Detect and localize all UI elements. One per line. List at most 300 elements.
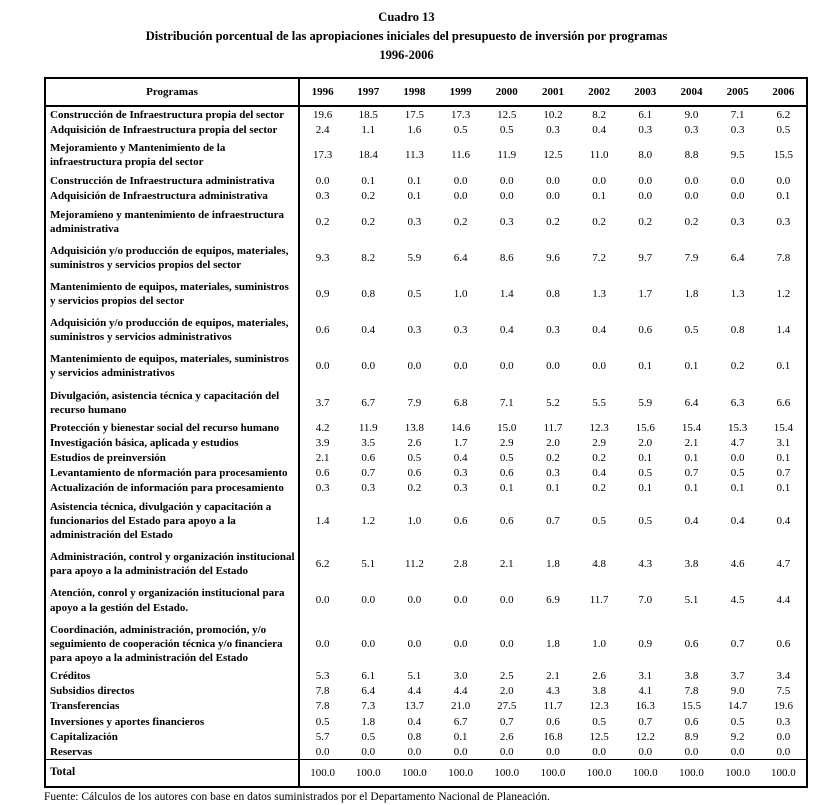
value-cell: 100.0 [310, 766, 335, 779]
value-cell: 4.3 [638, 558, 653, 571]
table-row [45, 496, 807, 546]
program-label: Mejoramieno y mantenimiento de infraestructura administrativa [45, 204, 299, 240]
value-cell: 0.7 [499, 715, 514, 728]
value-cell: 11.3 [405, 149, 424, 162]
program-label: Inversiones y aportes financieros [45, 714, 299, 729]
value-cell: 0.0 [361, 360, 376, 373]
value-cell: 4.5 [730, 594, 745, 607]
value-cell: 12.3 [589, 422, 609, 435]
value-cell: 19.6 [312, 108, 333, 121]
value-cell: 0.0 [684, 745, 699, 758]
value-cell: 0.1 [592, 190, 606, 203]
value-cell: 0.0 [499, 175, 514, 188]
value-cell: 0.6 [315, 467, 330, 480]
value-cell: 0.8 [407, 730, 422, 743]
value-cell: 100.0 [448, 766, 473, 779]
value-cell: 0.0 [453, 175, 468, 188]
value-cell: 10.2 [543, 108, 563, 121]
value-cell: 2.1 [315, 452, 330, 465]
value-cell: 5.9 [407, 251, 422, 264]
value-cell: 7.0 [638, 594, 653, 607]
table-row [45, 421, 807, 436]
program-label: Transferencias [45, 699, 299, 714]
value-cell: 1.1 [361, 123, 376, 136]
value-cell: 1.8 [361, 715, 376, 728]
value-cell: 0.4 [684, 515, 699, 528]
value-cell: 0.7 [776, 467, 791, 480]
value-cell: 5.1 [407, 670, 422, 683]
value-cell: 0.7 [638, 715, 653, 728]
value-cell: 1.3 [592, 288, 606, 301]
value-cell: 0.1 [361, 175, 376, 188]
value-cell: 0.0 [730, 452, 745, 465]
value-cell: 0.2 [592, 452, 606, 465]
value-cell: 7.2 [592, 251, 606, 264]
program-label: Levantamiento de nformación para procesamiento [45, 466, 299, 481]
value-cell: 0.2 [546, 452, 560, 465]
value-cell: 14.7 [728, 700, 748, 713]
value-cell: 5.9 [638, 396, 653, 409]
value-cell: 3.0 [453, 670, 468, 683]
value-cell: 9.7 [638, 251, 653, 264]
value-cell: 0.4 [592, 467, 606, 480]
value-cell: 0.5 [407, 288, 422, 301]
value-cell: 2.1 [546, 670, 560, 683]
value-cell: 0.0 [453, 637, 468, 650]
table-row [45, 312, 807, 348]
value-cell: 5.3 [315, 670, 330, 683]
value-cell: 0.1 [407, 190, 422, 203]
value-cell: 1.8 [546, 637, 560, 650]
value-cell: 0.0 [315, 745, 330, 758]
value-cell: 0.0 [546, 360, 560, 373]
program-label: Divulgación, asistencia técnica y capacitación del recurso humano [45, 385, 299, 421]
value-cell: 0.9 [315, 288, 330, 301]
table-body [45, 106, 807, 787]
value-cell: 6.7 [361, 396, 376, 409]
value-cell: 3.7 [315, 396, 330, 409]
table-row [45, 546, 807, 582]
program-label: Construcción de Infraestructura propia del sector [45, 106, 299, 122]
value-cell: 2.0 [546, 437, 560, 450]
program-label: Subsidios directos [45, 684, 299, 699]
column-header-year: 2000 [495, 86, 518, 99]
value-cell: 0.0 [499, 360, 514, 373]
value-cell: 0.3 [546, 324, 560, 337]
value-cell: 0.2 [592, 482, 606, 495]
value-cell: 11.7 [589, 594, 609, 607]
value-cell: 15.0 [497, 422, 517, 435]
column-header-year: 2002 [588, 86, 611, 99]
column-header-year: 1998 [403, 86, 426, 99]
value-cell: 7.5 [776, 685, 791, 698]
program-label: Adquisición y/o producción de equipos, materiales, suministros y servicios propios del sector [45, 240, 299, 276]
program-label: Mejoramiento y Mantenimiento de la infraestructura propia del sector [45, 137, 299, 173]
value-cell: 3.9 [315, 437, 330, 450]
value-cell: 0.1 [638, 452, 653, 465]
value-cell: 0.2 [361, 215, 376, 228]
program-label: Reservas [45, 744, 299, 760]
value-cell: 100.0 [540, 766, 566, 779]
value-cell: 0.5 [499, 123, 514, 136]
table-row [45, 240, 807, 276]
value-cell: 9.0 [684, 108, 699, 121]
value-cell: 0.5 [361, 730, 376, 743]
value-cell: 5.5 [592, 396, 606, 409]
value-cell: 7.8 [776, 251, 791, 264]
value-cell: 0.5 [407, 452, 422, 465]
table-row [45, 189, 807, 204]
table-row [45, 714, 807, 729]
value-cell: 0.0 [776, 175, 791, 188]
program-label: Adquisición de Infraestructura administrativa [45, 189, 299, 204]
value-cell: 0.0 [546, 190, 560, 203]
value-cell: 0.6 [684, 637, 699, 650]
value-cell: 0.3 [453, 482, 468, 495]
value-cell: 0.3 [315, 482, 330, 495]
value-cell: 17.3 [450, 108, 471, 121]
value-cell: 0.5 [638, 515, 653, 528]
value-cell: 1.2 [361, 515, 376, 528]
value-cell: 11.0 [589, 149, 609, 162]
value-cell: 0.8 [361, 288, 376, 301]
table-row [45, 582, 807, 618]
value-cell: 0.0 [499, 745, 514, 758]
value-cell: 0.0 [546, 175, 560, 188]
value-cell: 6.4 [361, 685, 376, 698]
value-cell: 0.5 [499, 452, 514, 465]
value-cell: 1.7 [453, 437, 468, 450]
value-cell: 0.6 [453, 515, 468, 528]
value-cell: 8.6 [499, 251, 514, 264]
value-cell: 16.3 [635, 700, 655, 713]
value-cell: 0.2 [684, 215, 699, 228]
value-cell: 5.7 [315, 730, 330, 743]
value-cell: 0.3 [638, 123, 653, 136]
value-cell: 18.4 [358, 149, 378, 162]
value-cell: 15.3 [728, 422, 748, 435]
value-cell: 15.5 [773, 149, 793, 162]
value-cell: 0.4 [407, 715, 422, 728]
value-cell: 0.6 [684, 715, 699, 728]
value-cell: 0.2 [453, 215, 468, 228]
value-cell: 4.8 [592, 558, 606, 571]
program-label: Atención, conrol y organización institucional para apoyo a la gestión del Estado. [45, 582, 299, 618]
value-cell: 4.7 [730, 437, 745, 450]
program-label: Coordinación, administración, promoción, y/o seguimiento de cooperación técnica y/o financiera para apoyo a la administración del Estado [45, 619, 299, 669]
value-cell: 0.0 [453, 360, 468, 373]
value-cell: 1.3 [730, 288, 745, 301]
value-cell: 0.0 [361, 594, 376, 607]
value-cell: 2.9 [499, 437, 514, 450]
value-cell: 100.0 [494, 766, 520, 779]
value-cell: 6.1 [361, 670, 376, 683]
value-cell: 0.0 [592, 360, 606, 373]
value-cell: 0.3 [730, 215, 745, 228]
value-cell: 2.6 [499, 730, 514, 743]
value-cell: 0.6 [315, 324, 330, 337]
value-cell: 8.2 [592, 108, 606, 121]
value-cell: 3.8 [684, 670, 699, 683]
value-cell: 7.9 [684, 251, 699, 264]
value-cell: 0.1 [730, 482, 745, 495]
value-cell: 6.9 [546, 594, 560, 607]
value-cell: 15.5 [681, 700, 702, 713]
value-cell: 9.5 [730, 149, 745, 162]
value-cell: 0.0 [361, 637, 376, 650]
value-cell: 0.0 [499, 637, 514, 650]
column-header-year: 2006 [772, 86, 795, 99]
value-cell: 9.2 [730, 730, 745, 743]
table-row [45, 729, 807, 744]
value-cell: 5.1 [361, 558, 376, 571]
value-cell: 1.7 [638, 288, 653, 301]
value-cell: 0.3 [776, 215, 791, 228]
value-cell: 0.3 [546, 123, 560, 136]
value-cell: 0.0 [776, 745, 791, 758]
value-cell: 4.3 [546, 685, 560, 698]
value-cell: 4.4 [407, 685, 422, 698]
value-cell: 11.6 [451, 149, 471, 162]
value-cell: 12.5 [497, 108, 517, 121]
value-cell: 0.1 [684, 482, 699, 495]
value-cell: 18.5 [358, 108, 378, 121]
value-cell: 8.0 [638, 149, 653, 162]
value-cell: 0.1 [776, 190, 791, 203]
value-cell: 4.2 [315, 422, 330, 435]
value-cell: 0.5 [453, 123, 468, 136]
value-cell: 0.7 [361, 467, 376, 480]
value-cell: 12.5 [589, 730, 609, 743]
column-header-year: 1997 [357, 86, 380, 99]
value-cell: 0.1 [546, 482, 560, 495]
value-cell: 0.0 [730, 190, 745, 203]
value-cell: 17.5 [404, 108, 425, 121]
value-cell: 3.5 [361, 437, 376, 450]
value-cell: 0.5 [730, 715, 745, 728]
value-cell: 4.7 [776, 558, 791, 571]
value-cell: 0.0 [638, 175, 653, 188]
page-title: Distribución porcentual de las apropiaciones iniciales del presupuesto de inversión por programas [145, 28, 668, 43]
value-cell: 6.4 [684, 396, 699, 409]
column-header-year: 1996 [311, 86, 334, 99]
value-cell: 0.1 [453, 730, 468, 743]
budget-distribution-table [44, 77, 808, 788]
program-label: Mantenimiento de equipos, materiales, suministros y servicios administrativos [45, 348, 299, 384]
value-cell: 0.1 [776, 452, 791, 465]
value-cell: 0.6 [776, 637, 791, 650]
value-cell: 11.7 [543, 422, 563, 435]
value-cell: 0.0 [499, 594, 514, 607]
value-cell: 11.7 [543, 700, 563, 713]
value-cell: 13.8 [404, 422, 425, 435]
value-cell: 7.8 [684, 685, 699, 698]
value-cell: 0.0 [361, 745, 376, 758]
column-header-year: 2001 [541, 86, 564, 99]
program-label: Adquisición y/o producción de equipos, materiales, suministros y servicios administrativos [45, 312, 299, 348]
value-cell: 8.2 [361, 251, 376, 264]
value-cell: 100.0 [725, 766, 750, 779]
value-cell: 5.1 [684, 594, 699, 607]
value-cell: 0.2 [407, 482, 422, 495]
table-row [45, 204, 807, 240]
value-cell: 0.4 [361, 324, 376, 337]
value-cell: 0.2 [315, 215, 330, 228]
value-cell: 0.4 [453, 452, 468, 465]
table-row [45, 122, 807, 137]
value-cell: 11.9 [497, 149, 517, 162]
value-cell: 100.0 [402, 766, 427, 779]
value-cell: 100.0 [679, 766, 704, 779]
value-cell: 4.4 [776, 594, 791, 607]
value-cell: 0.0 [592, 745, 606, 758]
value-cell: 1.0 [407, 515, 422, 528]
value-cell: 0.0 [453, 190, 468, 203]
table-row [45, 451, 807, 466]
table-row [45, 385, 807, 421]
program-label: Actualización de información para procesamiento [45, 481, 299, 496]
value-cell: 12.3 [589, 700, 609, 713]
table-row [45, 699, 807, 714]
value-cell: 0.2 [361, 190, 376, 203]
value-cell: 0.0 [407, 745, 422, 758]
value-cell: 0.6 [499, 515, 514, 528]
table-row [45, 619, 807, 669]
value-cell: 7.8 [315, 685, 330, 698]
table-row [45, 137, 807, 173]
value-cell: 2.4 [315, 123, 330, 136]
value-cell: 0.3 [546, 467, 560, 480]
value-cell: 0.3 [776, 715, 791, 728]
value-cell: 1.8 [684, 288, 699, 301]
value-cell: 0.3 [361, 482, 376, 495]
value-cell: 7.1 [730, 108, 745, 121]
value-cell: 19.6 [773, 700, 793, 713]
program-label: Créditos [45, 669, 299, 684]
table-row [45, 684, 807, 699]
value-cell: 4.4 [453, 685, 468, 698]
value-cell: 0.1 [638, 360, 653, 373]
program-label: Estudios de preinversión [45, 451, 299, 466]
value-cell: 6.2 [315, 558, 330, 571]
value-cell: 3.8 [592, 685, 606, 698]
value-cell: 6.4 [453, 251, 468, 264]
value-cell: 0.6 [499, 467, 514, 480]
value-cell: 0.0 [453, 745, 468, 758]
table-row [45, 436, 807, 451]
value-cell: 0.0 [315, 594, 330, 607]
table-row [45, 348, 807, 384]
value-cell: 100.0 [632, 766, 658, 779]
value-cell: 0.1 [684, 452, 699, 465]
value-cell: 0.0 [453, 594, 468, 607]
program-label: Administración, control y organización institucional para apoyo a la administración del Estado [45, 546, 299, 582]
value-cell: 0.6 [407, 467, 422, 480]
value-cell: 0.7 [546, 515, 560, 528]
table-row [45, 744, 807, 760]
value-cell: 0.2 [592, 215, 606, 228]
table-row [45, 106, 807, 122]
value-cell: 0.0 [776, 730, 791, 743]
value-cell: 4.1 [638, 685, 653, 698]
table-title-block [0, 8, 813, 64]
value-cell: 17.3 [312, 149, 333, 162]
value-cell: 0.5 [730, 467, 745, 480]
value-cell: 6.8 [453, 396, 468, 409]
column-header-programas: Programas [45, 78, 299, 106]
value-cell: 0.0 [546, 745, 560, 758]
value-cell: 0.1 [407, 175, 422, 188]
program-label: Investigación básica, aplicada y estudios [45, 436, 299, 451]
value-cell: 0.0 [499, 190, 514, 203]
program-label: Asistencia técnica, divulgación y capacitación a funcionarios del Estado para apoyo a la administración del Estado [45, 496, 299, 546]
value-cell: 1.2 [776, 288, 791, 301]
value-cell: 2.9 [592, 437, 606, 450]
table-period: 1996-2006 [379, 47, 434, 62]
value-cell: 0.0 [315, 175, 330, 188]
value-cell: 2.6 [407, 437, 422, 450]
value-cell: 1.6 [407, 123, 422, 136]
value-cell: 15.6 [635, 422, 655, 435]
table-row [45, 466, 807, 481]
table-row [45, 669, 807, 684]
program-label: Protección y bienestar social del recurso humano [45, 421, 299, 436]
value-cell: 2.5 [499, 670, 514, 683]
value-cell: 8.8 [684, 149, 699, 162]
value-cell: 12.2 [635, 730, 655, 743]
value-cell: 3.7 [730, 670, 745, 683]
value-cell: 2.6 [592, 670, 606, 683]
value-cell: 13.7 [404, 700, 425, 713]
value-cell: 14.6 [450, 422, 471, 435]
value-cell: 0.3 [453, 467, 468, 480]
value-cell: 0.3 [730, 123, 745, 136]
value-cell: 0.3 [407, 215, 422, 228]
value-cell: 0.1 [684, 360, 699, 373]
value-cell: 0.4 [776, 515, 791, 528]
value-cell: 6.4 [730, 251, 745, 264]
value-cell: 2.8 [453, 558, 468, 571]
value-cell: 3.8 [684, 558, 699, 571]
program-label: Total [45, 760, 299, 787]
value-cell: 2.1 [684, 437, 699, 450]
value-cell: 0.5 [776, 123, 791, 136]
source-note: Fuente: Cálculos de los autores con base en datos suministrados por el Departamento Nacional de Planeación. [44, 791, 550, 804]
value-cell: 0.6 [638, 324, 653, 337]
value-cell: 1.4 [315, 515, 330, 528]
value-cell: 7.1 [499, 396, 514, 409]
value-cell: 3.1 [638, 670, 653, 683]
value-cell: 1.8 [546, 558, 560, 571]
value-cell: 15.4 [773, 422, 793, 435]
value-cell: 0.1 [776, 360, 791, 373]
value-cell: 0.4 [592, 123, 606, 136]
value-cell: 5.2 [546, 396, 560, 409]
value-cell: 21.0 [450, 700, 471, 713]
value-cell: 0.1 [638, 482, 653, 495]
column-header-year: 2003 [634, 86, 657, 99]
value-cell: 0.3 [684, 123, 699, 136]
value-cell: 0.0 [592, 175, 606, 188]
value-cell: 0.6 [546, 715, 560, 728]
value-cell: 6.1 [638, 108, 653, 121]
value-cell: 0.0 [684, 175, 699, 188]
value-cell: 4.6 [730, 558, 745, 571]
program-label: Capitalización [45, 729, 299, 744]
value-cell: 0.1 [776, 482, 791, 495]
value-cell: 1.4 [776, 324, 791, 337]
value-cell: 0.0 [315, 360, 330, 373]
